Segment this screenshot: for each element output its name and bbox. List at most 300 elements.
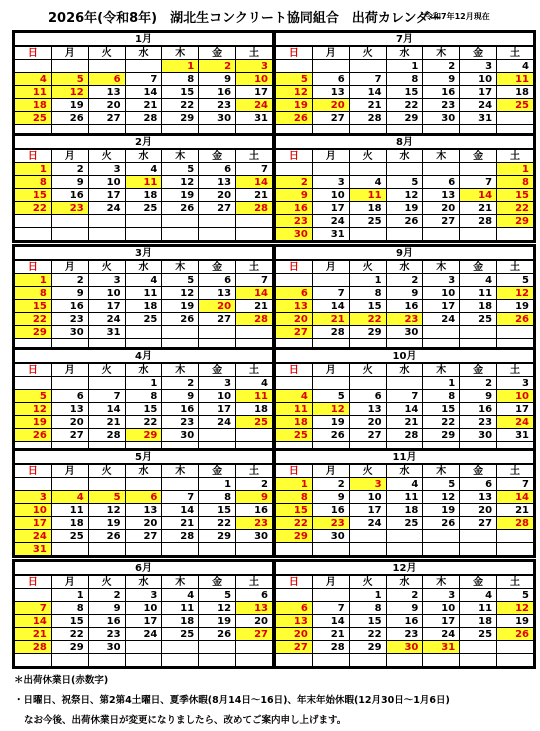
holiday-date-cell: 10 (236, 73, 273, 86)
weekday-header: 水 (125, 149, 162, 163)
weekday-header: 木 (423, 260, 460, 274)
weekday-header: 日 (276, 149, 313, 163)
date-cell: 24 (199, 416, 236, 429)
weekday-header: 水 (386, 575, 423, 589)
date-cell: 16 (386, 300, 423, 313)
month-calendar (12, 30, 275, 140)
holiday-date-cell: 29 (125, 429, 162, 442)
weekday-header: 火 (88, 46, 125, 60)
empty-cell (162, 228, 199, 241)
holiday-date-cell: 7 (15, 602, 52, 615)
date-cell: 6 (423, 176, 460, 189)
empty-cell (236, 654, 273, 667)
date-cell: 21 (312, 628, 349, 641)
weekday-header: 火 (88, 149, 125, 163)
date-cell: 11 (162, 602, 199, 615)
date-cell: 19 (51, 99, 88, 112)
month-calendar (12, 133, 275, 243)
date-cell: 26 (162, 202, 199, 215)
empty-cell (88, 215, 125, 228)
date-cell: 30 (236, 530, 273, 543)
date-cell: 31 (460, 112, 497, 125)
month-calendar (273, 133, 536, 243)
date-cell: 2 (162, 377, 199, 390)
date-cell: 1 (423, 377, 460, 390)
date-cell: 24 (349, 517, 386, 530)
empty-cell (125, 228, 162, 241)
weekday-header: 火 (88, 363, 125, 377)
empty-cell (312, 589, 349, 602)
holiday-date-cell: 31 (423, 641, 460, 654)
holiday-date-cell: 14 (460, 189, 497, 202)
date-cell: 4 (497, 60, 534, 73)
empty-cell (276, 60, 313, 73)
empty-cell (15, 377, 52, 390)
holiday-date-cell: 12 (497, 287, 534, 300)
month-title: 9月 (276, 247, 534, 261)
date-cell: 29 (199, 530, 236, 543)
date-cell: 22 (199, 517, 236, 530)
empty-cell (88, 654, 125, 667)
empty-cell (199, 429, 236, 442)
weekday-header: 金 (199, 46, 236, 60)
empty-cell (125, 654, 162, 667)
notes-remark: なお今後、出荷休業日が変更になりましたら、改めてご案内申し上げます。 (24, 715, 347, 726)
date-cell: 9 (51, 176, 88, 189)
month-calendar (273, 244, 536, 354)
empty-cell (276, 543, 313, 556)
empty-cell (162, 543, 199, 556)
date-cell: 10 (312, 189, 349, 202)
weekday-header: 木 (423, 464, 460, 478)
weekday-header: 水 (125, 363, 162, 377)
holiday-date-cell: 3 (236, 60, 273, 73)
holiday-date-cell: 30 (386, 641, 423, 654)
empty-cell (125, 543, 162, 556)
month-title: 3月 (15, 247, 273, 261)
holiday-date-cell: 22 (349, 313, 386, 326)
date-cell: 29 (423, 429, 460, 442)
date-cell: 21 (88, 416, 125, 429)
date-cell: 20 (199, 189, 236, 202)
date-cell: 30 (199, 112, 236, 125)
holiday-date-cell: 23 (386, 313, 423, 326)
holiday-date-cell: 14 (236, 287, 273, 300)
notes-holidays: ・日曜日、祝祭日、第2第4土曜日、夏季休暇(8月14日～16日)、年末年始休暇(12月30日～1月6日) (14, 695, 450, 706)
date-cell: 18 (497, 86, 534, 99)
weekday-header: 土 (236, 464, 273, 478)
empty-cell (386, 530, 423, 543)
empty-cell (236, 228, 273, 241)
date-cell: 8 (51, 602, 88, 615)
date-cell: 7 (88, 390, 125, 403)
date-cell: 18 (460, 300, 497, 313)
date-cell: 28 (349, 112, 386, 125)
date-cell: 5 (162, 274, 199, 287)
holiday-date-cell: 23 (51, 202, 88, 215)
date-cell: 25 (125, 202, 162, 215)
date-cell: 27 (125, 530, 162, 543)
holiday-date-cell: 24 (236, 99, 273, 112)
date-cell: 21 (460, 202, 497, 215)
date-cell: 11 (125, 287, 162, 300)
month-calendar (273, 30, 536, 140)
empty-cell (497, 112, 534, 125)
holiday-date-cell: 9 (236, 491, 273, 504)
date-cell: 5 (497, 274, 534, 287)
holiday-date-cell: 29 (15, 326, 52, 339)
holiday-date-cell: 18 (276, 416, 313, 429)
empty-cell (423, 326, 460, 339)
date-cell: 23 (162, 416, 199, 429)
date-cell: 7 (125, 73, 162, 86)
date-cell: 22 (423, 416, 460, 429)
empty-cell (386, 163, 423, 176)
empty-cell (312, 163, 349, 176)
date-cell: 13 (460, 491, 497, 504)
date-cell: 19 (497, 615, 534, 628)
empty-cell (51, 377, 88, 390)
weekday-header: 火 (349, 149, 386, 163)
holiday-date-cell: 5 (15, 390, 52, 403)
date-cell: 16 (88, 615, 125, 628)
date-cell: 2 (312, 478, 349, 491)
date-cell: 14 (312, 300, 349, 313)
date-cell: 28 (386, 429, 423, 442)
empty-cell (51, 215, 88, 228)
empty-cell (460, 530, 497, 543)
holiday-date-cell: 20 (312, 99, 349, 112)
date-cell: 5 (497, 589, 534, 602)
date-cell: 8 (162, 73, 199, 86)
empty-cell (460, 163, 497, 176)
empty-cell (423, 530, 460, 543)
date-cell: 4 (349, 176, 386, 189)
weekday-header: 月 (312, 464, 349, 478)
date-cell: 8 (386, 73, 423, 86)
date-cell: 10 (88, 176, 125, 189)
weekday-header: 土 (497, 260, 534, 274)
date-cell: 16 (386, 615, 423, 628)
empty-cell (51, 543, 88, 556)
date-cell: 18 (349, 202, 386, 215)
holiday-date-cell: 20 (276, 628, 313, 641)
date-cell: 29 (51, 641, 88, 654)
date-cell: 23 (88, 628, 125, 641)
holiday-date-cell: 5 (88, 491, 125, 504)
weekday-header: 木 (423, 575, 460, 589)
date-cell: 22 (162, 99, 199, 112)
holiday-date-cell: 10 (15, 504, 52, 517)
date-cell: 19 (88, 517, 125, 530)
empty-cell (386, 654, 423, 667)
holiday-date-cell: 24 (15, 530, 52, 543)
weekday-header: 火 (349, 464, 386, 478)
weekday-header: 日 (276, 363, 313, 377)
date-cell: 30 (423, 112, 460, 125)
holiday-date-cell: 29 (497, 215, 534, 228)
date-cell: 15 (386, 86, 423, 99)
date-cell: 24 (88, 313, 125, 326)
date-cell: 20 (349, 416, 386, 429)
weekday-header: 水 (386, 149, 423, 163)
date-cell: 28 (88, 429, 125, 442)
empty-cell (15, 228, 52, 241)
empty-cell (276, 163, 313, 176)
date-cell: 10 (423, 602, 460, 615)
holiday-date-cell: 13 (276, 300, 313, 313)
date-cell: 23 (386, 628, 423, 641)
holiday-date-cell: 16 (276, 202, 313, 215)
weekday-header: 水 (125, 464, 162, 478)
empty-cell (423, 163, 460, 176)
date-cell: 1 (125, 377, 162, 390)
date-cell: 31 (497, 429, 534, 442)
date-cell: 13 (88, 86, 125, 99)
date-cell: 30 (460, 429, 497, 442)
holiday-date-cell: 2 (199, 60, 236, 73)
holiday-date-cell: 12 (15, 403, 52, 416)
date-cell: 27 (199, 202, 236, 215)
date-cell: 4 (125, 274, 162, 287)
holiday-date-cell: 13 (236, 602, 273, 615)
date-cell: 18 (162, 615, 199, 628)
date-cell: 13 (125, 504, 162, 517)
date-cell: 10 (88, 287, 125, 300)
holiday-date-cell: 21 (312, 313, 349, 326)
date-cell: 7 (312, 287, 349, 300)
date-cell: 23 (423, 99, 460, 112)
date-cell: 6 (199, 274, 236, 287)
date-cell: 24 (423, 628, 460, 641)
holiday-date-cell: 11 (349, 189, 386, 202)
empty-cell (88, 478, 125, 491)
weekday-header: 水 (386, 260, 423, 274)
holiday-date-cell: 2 (276, 176, 313, 189)
date-cell: 28 (162, 530, 199, 543)
date-cell: 19 (423, 504, 460, 517)
weekday-header: 日 (15, 260, 52, 274)
date-cell: 2 (51, 274, 88, 287)
empty-cell (236, 429, 273, 442)
date-cell: 1 (349, 589, 386, 602)
date-cell: 20 (423, 202, 460, 215)
holiday-date-cell: 6 (125, 491, 162, 504)
date-cell: 16 (51, 189, 88, 202)
page-header (0, 4, 540, 26)
holiday-date-cell: 1 (162, 60, 199, 73)
holiday-date-cell: 28 (497, 517, 534, 530)
date-cell: 18 (460, 615, 497, 628)
empty-cell (349, 163, 386, 176)
empty-cell (276, 654, 313, 667)
weekday-header: 木 (162, 575, 199, 589)
date-cell: 12 (162, 176, 199, 189)
date-cell: 10 (349, 491, 386, 504)
month-title: 6月 (15, 562, 273, 576)
empty-cell (199, 543, 236, 556)
weekday-header: 月 (51, 363, 88, 377)
month-calendar (273, 559, 536, 669)
weekday-header: 火 (349, 260, 386, 274)
holiday-date-cell: 23 (312, 517, 349, 530)
weekday-header: 月 (312, 575, 349, 589)
empty-cell (386, 377, 423, 390)
empty-cell (236, 543, 273, 556)
weekday-header: 土 (497, 464, 534, 478)
weekday-header: 日 (15, 149, 52, 163)
date-cell: 26 (162, 313, 199, 326)
date-cell: 17 (199, 403, 236, 416)
empty-cell (162, 478, 199, 491)
month-calendar (12, 559, 275, 669)
empty-cell (312, 654, 349, 667)
date-cell: 28 (312, 326, 349, 339)
holiday-date-cell: 24 (497, 416, 534, 429)
empty-cell (125, 641, 162, 654)
date-cell: 31 (312, 228, 349, 241)
holiday-date-cell: 9 (276, 189, 313, 202)
empty-cell (236, 326, 273, 339)
date-cell: 5 (423, 478, 460, 491)
empty-cell (162, 641, 199, 654)
holiday-date-cell: 4 (51, 491, 88, 504)
date-cell: 3 (497, 377, 534, 390)
weekday-header: 火 (349, 46, 386, 60)
holiday-date-cell: 27 (276, 326, 313, 339)
date-cell: 6 (236, 589, 273, 602)
date-cell: 1 (51, 589, 88, 602)
empty-cell (460, 654, 497, 667)
holiday-date-cell: 22 (497, 202, 534, 215)
date-cell: 6 (199, 163, 236, 176)
date-cell: 4 (162, 589, 199, 602)
empty-cell (125, 60, 162, 73)
empty-cell (15, 60, 52, 73)
date-cell: 19 (199, 615, 236, 628)
date-cell: 16 (51, 300, 88, 313)
date-cell: 27 (199, 313, 236, 326)
date-cell: 21 (497, 504, 534, 517)
date-cell: 5 (199, 589, 236, 602)
empty-cell (497, 326, 534, 339)
holiday-date-cell: 25 (276, 429, 313, 442)
empty-cell (386, 543, 423, 556)
weekday-header: 金 (460, 464, 497, 478)
date-cell: 15 (125, 403, 162, 416)
holiday-date-cell: 25 (236, 416, 273, 429)
date-cell: 9 (460, 390, 497, 403)
date-cell: 25 (460, 628, 497, 641)
date-cell: 9 (162, 390, 199, 403)
holiday-date-cell: 11 (236, 390, 273, 403)
date-cell: 30 (312, 530, 349, 543)
date-cell: 12 (88, 504, 125, 517)
weekday-header: 月 (312, 363, 349, 377)
empty-cell (125, 215, 162, 228)
empty-cell (88, 543, 125, 556)
date-cell: 24 (460, 99, 497, 112)
date-cell: 3 (199, 377, 236, 390)
date-cell: 9 (386, 287, 423, 300)
date-cell: 17 (88, 300, 125, 313)
date-cell: 16 (199, 86, 236, 99)
date-cell: 25 (162, 628, 199, 641)
weekday-header: 金 (199, 363, 236, 377)
weekday-header: 月 (51, 46, 88, 60)
date-cell: 27 (423, 215, 460, 228)
weekday-header: 土 (497, 149, 534, 163)
date-cell: 21 (386, 416, 423, 429)
date-cell: 2 (88, 589, 125, 602)
weekday-header: 月 (312, 260, 349, 274)
holiday-date-cell: 27 (276, 641, 313, 654)
weekday-header: 金 (460, 46, 497, 60)
holiday-date-cell: 10 (497, 390, 534, 403)
holiday-date-cell: 20 (199, 300, 236, 313)
empty-cell (125, 326, 162, 339)
holiday-date-cell: 27 (236, 628, 273, 641)
month-calendar (12, 347, 275, 457)
date-cell: 23 (460, 416, 497, 429)
holiday-date-cell: 28 (236, 313, 273, 326)
weekday-header: 火 (88, 260, 125, 274)
empty-cell (349, 530, 386, 543)
empty-cell (312, 60, 349, 73)
holiday-date-cell: 28 (236, 202, 273, 215)
date-cell: 6 (51, 390, 88, 403)
date-cell: 26 (386, 215, 423, 228)
weekday-header: 金 (460, 149, 497, 163)
date-cell: 18 (125, 300, 162, 313)
holiday-date-cell: 22 (15, 313, 52, 326)
date-cell: 11 (386, 491, 423, 504)
holiday-date-cell: 3 (349, 478, 386, 491)
empty-cell (460, 543, 497, 556)
empty-cell (51, 228, 88, 241)
holiday-date-cell: 12 (312, 403, 349, 416)
date-cell: 8 (349, 287, 386, 300)
date-cell: 17 (497, 403, 534, 416)
date-cell: 12 (386, 189, 423, 202)
weekday-header: 木 (162, 464, 199, 478)
holiday-date-cell: 8 (15, 287, 52, 300)
empty-cell (162, 215, 199, 228)
holiday-date-cell: 11 (276, 403, 313, 416)
holiday-date-cell: 14 (236, 176, 273, 189)
holiday-date-cell: 4 (276, 390, 313, 403)
weekday-header: 火 (88, 575, 125, 589)
date-cell: 2 (386, 589, 423, 602)
month-calendar (12, 448, 275, 558)
weekday-header: 火 (88, 464, 125, 478)
date-cell: 2 (423, 60, 460, 73)
date-cell: 3 (423, 589, 460, 602)
empty-cell (497, 654, 534, 667)
date-cell: 23 (199, 99, 236, 112)
holiday-date-cell: 28 (15, 641, 52, 654)
empty-cell (162, 326, 199, 339)
weekday-header: 土 (236, 149, 273, 163)
weekday-header: 水 (386, 46, 423, 60)
empty-cell (497, 543, 534, 556)
date-cell: 27 (88, 112, 125, 125)
weekday-header: 木 (162, 260, 199, 274)
holiday-date-cell: 11 (15, 86, 52, 99)
weekday-header: 金 (199, 260, 236, 274)
date-cell: 9 (386, 602, 423, 615)
month-title: 10月 (276, 350, 534, 364)
